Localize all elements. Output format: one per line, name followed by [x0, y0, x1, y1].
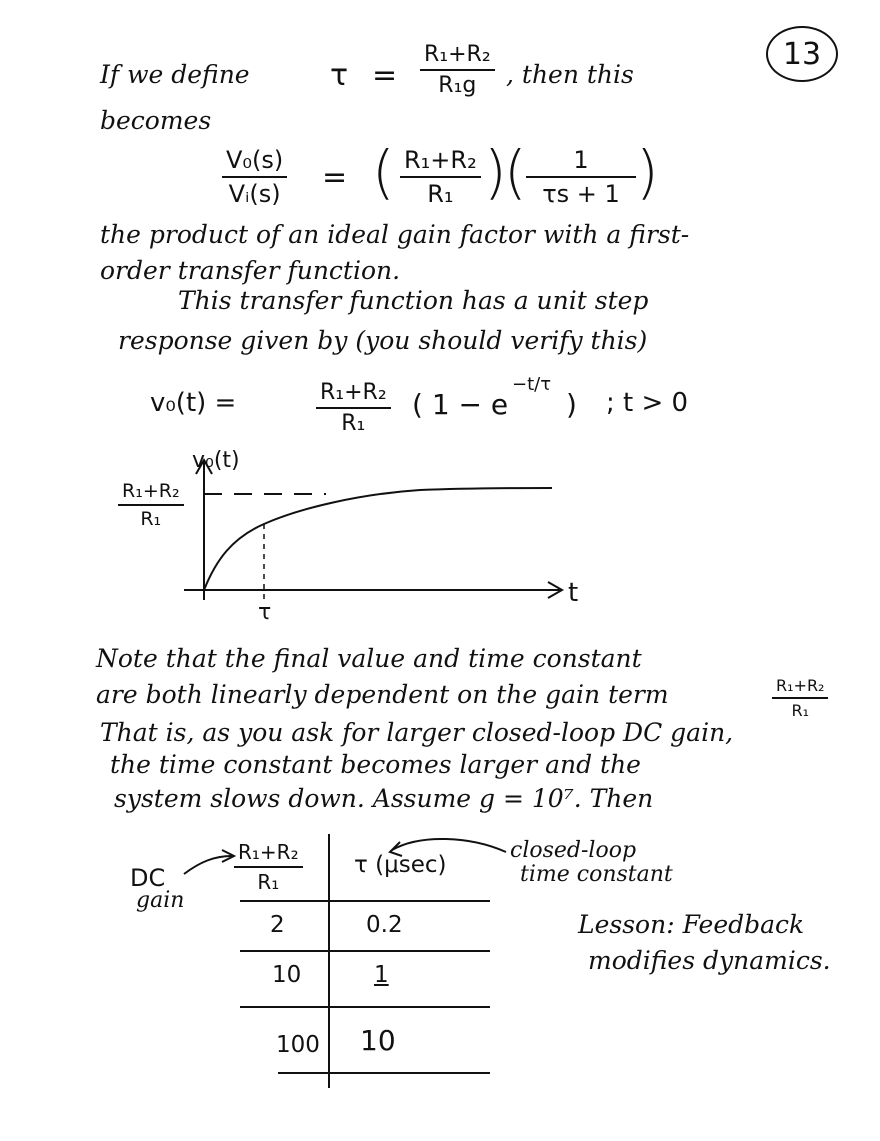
- table-divider-vertical: [328, 834, 330, 1088]
- explanation-line-4: response given by (you should verify this): [118, 326, 648, 355]
- gain-numerator: R₁+R₂: [404, 146, 477, 174]
- tau-numerator: R₁+R₂: [424, 42, 491, 67]
- table-row-rule: [278, 1072, 490, 1074]
- time-constant-annotation: time constant: [520, 862, 673, 887]
- step-lhs: v₀(t) =: [150, 388, 237, 418]
- table-row-tau: 1: [374, 962, 389, 988]
- explanation-line-3: This transfer function has a unit step: [178, 286, 649, 315]
- step-gain-numerator: R₁+R₂: [320, 380, 387, 405]
- table-col1-header: [234, 840, 303, 894]
- closed-loop-annotation: closed-loop: [510, 838, 637, 863]
- lesson-line-1: Lesson: Feedback: [578, 910, 805, 939]
- table-row-tau: 10: [360, 1024, 396, 1057]
- closed-loop-arrow: [392, 839, 506, 852]
- dc-gain-label: DC: [130, 864, 166, 892]
- table-row-tau: 0.2: [366, 912, 403, 938]
- graph-tau-tick: τ: [258, 600, 272, 625]
- note-line-5: system slows down. Assume g = 10⁷. Then: [114, 784, 654, 813]
- note-gain-denominator: R₁: [791, 701, 809, 720]
- step-gain-denominator: R₁: [341, 411, 366, 436]
- asymptote-denominator: R₁: [140, 508, 162, 530]
- table-row-gain: 100: [276, 1032, 320, 1058]
- table-row-rule: [240, 1006, 490, 1008]
- equals-sign: =: [372, 58, 398, 93]
- left-paren: (: [372, 138, 395, 206]
- note-line-3: That is, as you ask for larger closed-loop DC gain,: [100, 718, 734, 747]
- intro-text: If we define: [100, 60, 250, 89]
- tau-denominator: R₁g: [438, 73, 477, 98]
- graph-x-label: t: [568, 578, 579, 608]
- asymptote-numerator: R₁+R₂: [122, 480, 180, 502]
- fraction-bar: [234, 866, 303, 868]
- explanation-line-1: the product of an ideal gain factor with a first-: [100, 220, 690, 249]
- table-row-gain: 10: [272, 962, 302, 988]
- col1-header-numerator: R₁+R₂: [238, 840, 299, 864]
- step-condition: ; t > 0: [606, 388, 689, 418]
- step-expression-close: ): [566, 388, 577, 421]
- explanation-line-2: order transfer function.: [100, 256, 401, 285]
- tau-symbol: τ: [330, 58, 349, 93]
- table-row-gain: 2: [270, 912, 285, 938]
- page-number: 13: [766, 26, 838, 82]
- note-gain-numerator: R₁+R₂: [776, 676, 825, 695]
- intro-text-continued: , then this: [506, 60, 634, 89]
- lesson-line-2: modifies dynamics.: [588, 946, 831, 975]
- note-line-2: are both linearly dependent on the gain term: [96, 680, 669, 709]
- left-paren: (: [504, 138, 527, 206]
- right-paren: ): [484, 138, 507, 206]
- graph-y-label: v₀(t): [192, 448, 240, 473]
- note-line-4: the time constant becomes larger and the: [110, 750, 641, 779]
- tf-denominator: τs + 1: [542, 180, 620, 208]
- col1-header-denominator: R₁: [257, 870, 280, 894]
- table-row-rule: [240, 950, 490, 952]
- table-header-rule: [240, 900, 490, 902]
- tf-lhs-numerator: V₀(s): [226, 146, 284, 174]
- gain-denominator: R₁: [427, 180, 454, 208]
- tf-numerator: 1: [573, 146, 589, 174]
- table-col2-header: τ (μsec): [354, 852, 447, 878]
- tf-equals: =: [322, 160, 348, 195]
- right-paren: ): [636, 138, 659, 206]
- note-line-1: Note that the final value and time constant: [96, 644, 642, 673]
- dc-gain-label-2: gain: [136, 888, 185, 913]
- tf-lhs-denominator: Vᵢ(s): [228, 180, 281, 208]
- step-expression: ( 1 − e: [412, 388, 509, 421]
- step-exponent: −t/τ: [512, 374, 552, 395]
- intro-text-becomes: becomes: [100, 106, 212, 135]
